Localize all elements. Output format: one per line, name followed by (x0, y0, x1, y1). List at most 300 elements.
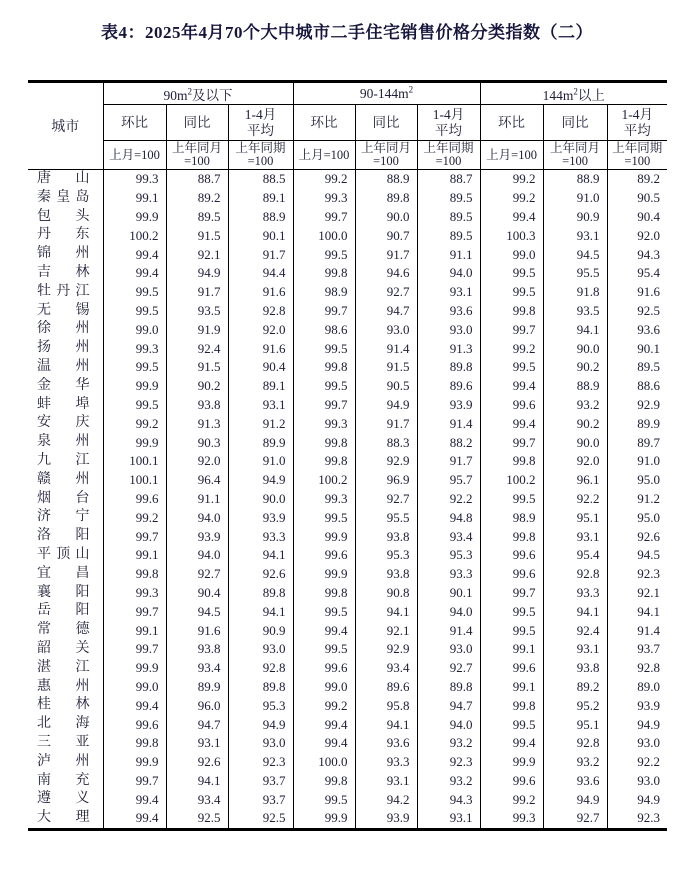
index-value-cell: 92.0 (166, 452, 228, 471)
index-value-cell: 94.3 (417, 790, 480, 809)
index-value-cell: 92.0 (228, 320, 293, 339)
index-value-cell: 93.0 (355, 320, 417, 339)
city-name-cell (28, 226, 103, 245)
city-name-cell (28, 659, 103, 678)
index-value-cell: 90.1 (417, 584, 480, 603)
metric-mom-g1: 环比 (103, 105, 166, 141)
table-row (28, 696, 667, 715)
table-row (28, 490, 667, 509)
city-name: 赣 州 (37, 471, 90, 487)
index-value-cell: 93.6 (543, 772, 607, 791)
index-value-cell: 99.4 (103, 245, 166, 264)
index-value-cell: 99.5 (480, 283, 543, 302)
index-value-cell: 92.7 (355, 283, 417, 302)
table-row (28, 584, 667, 603)
city-name-cell (28, 640, 103, 659)
index-value-cell: 95.1 (543, 715, 607, 734)
index-value-cell: 99.2 (480, 189, 543, 208)
city-name-cell (28, 621, 103, 640)
index-value-cell: 93.0 (607, 772, 667, 791)
index-value-cell: 95.8 (355, 696, 417, 715)
index-value-cell: 95.3 (355, 546, 417, 565)
index-value-cell: 89.1 (228, 377, 293, 396)
index-value-cell: 94.5 (543, 245, 607, 264)
index-value-cell: 99.3 (103, 170, 166, 189)
index-value-cell: 99.5 (293, 602, 355, 621)
index-value-cell: 93.8 (166, 396, 228, 415)
index-value-cell: 99.5 (480, 621, 543, 640)
index-value-cell: 90.9 (543, 208, 607, 227)
index-value-cell: 99.7 (293, 208, 355, 227)
city-name: 桂 林 (37, 697, 90, 713)
index-value-cell: 99.5 (293, 640, 355, 659)
city-name: 三 亚 (37, 734, 90, 750)
index-value-cell: 99.7 (103, 527, 166, 546)
index-value-cell: 98.9 (480, 508, 543, 527)
index-value-cell: 99.9 (293, 809, 355, 829)
index-value-cell: 93.7 (228, 790, 293, 809)
table-row (28, 245, 667, 264)
index-value-cell: 91.4 (355, 339, 417, 358)
index-value-cell: 99.5 (480, 715, 543, 734)
index-value-cell: 94.9 (607, 715, 667, 734)
index-value-cell: 89.1 (228, 189, 293, 208)
index-value-cell: 91.3 (417, 339, 480, 358)
city-name: 蚌 埠 (37, 396, 90, 412)
index-value-cell: 92.5 (228, 809, 293, 829)
index-value-cell: 99.1 (480, 640, 543, 659)
group-header-144-above: $144m^2$以上 (480, 82, 667, 105)
index-value-cell: 95.7 (417, 471, 480, 490)
index-value-cell: 99.7 (103, 640, 166, 659)
index-value-cell: 96.1 (543, 471, 607, 490)
index-value-cell: 89.9 (607, 414, 667, 433)
city-name-cell (28, 414, 103, 433)
index-value-cell: 92.7 (355, 490, 417, 509)
city-name-cell (28, 471, 103, 490)
index-value-cell: 99.6 (293, 659, 355, 678)
index-value-cell: 100.1 (103, 471, 166, 490)
index-value-cell: 95.3 (417, 546, 480, 565)
table-row (28, 302, 667, 321)
index-value-cell: 92.1 (166, 245, 228, 264)
city-name: 洛 阳 (37, 528, 90, 544)
index-value-cell: 93.9 (228, 508, 293, 527)
index-value-cell: 96.9 (355, 471, 417, 490)
index-value-cell: 93.9 (607, 696, 667, 715)
city-name: 锦 州 (37, 246, 90, 262)
index-value-cell: 93.2 (543, 753, 607, 772)
index-value-cell: 94.3 (607, 245, 667, 264)
index-value-cell: 92.8 (607, 659, 667, 678)
index-value-cell: 89.5 (417, 226, 480, 245)
index-value-cell: 90.5 (355, 377, 417, 396)
index-value-cell: 91.5 (166, 358, 228, 377)
index-value-cell: 92.8 (228, 659, 293, 678)
index-value-cell: 93.7 (607, 640, 667, 659)
city-name: 泸 州 (37, 753, 90, 769)
table-row (28, 734, 667, 753)
city-name-cell (28, 245, 103, 264)
index-value-cell: 100.0 (293, 226, 355, 245)
index-value-cell: 99.7 (480, 584, 543, 603)
index-value-cell: 90.8 (355, 584, 417, 603)
index-value-cell: 94.2 (355, 790, 417, 809)
index-value-cell: 94.4 (228, 264, 293, 283)
city-name: 安 庆 (37, 415, 90, 431)
index-value-cell: 99.7 (103, 772, 166, 791)
city-name: 温 州 (37, 358, 90, 374)
index-value-cell: 94.0 (166, 508, 228, 527)
index-value-cell: 90.2 (543, 414, 607, 433)
index-value-cell: 99.2 (293, 170, 355, 189)
index-value-cell: 99.8 (480, 527, 543, 546)
table-row (28, 471, 667, 490)
superscript-2: 2 (187, 86, 193, 96)
base-yoy-g3: 上年同月 =100 (543, 141, 607, 170)
index-value-cell: 93.9 (166, 527, 228, 546)
index-value-cell: 99.6 (103, 490, 166, 509)
index-value-cell: 100.2 (480, 471, 543, 490)
index-value-cell: 94.9 (607, 790, 667, 809)
index-value-cell: 99.7 (293, 396, 355, 415)
city-name: 常 德 (37, 622, 90, 638)
index-value-cell: 92.0 (543, 452, 607, 471)
index-value-cell: 94.1 (228, 546, 293, 565)
index-value-cell: 94.5 (607, 546, 667, 565)
index-value-cell: 93.2 (417, 734, 480, 753)
index-value-cell: 99.9 (293, 527, 355, 546)
index-value-cell: 93.1 (355, 772, 417, 791)
city-name-cell (28, 358, 103, 377)
index-value-cell: 95.4 (607, 264, 667, 283)
city-name: 无 锡 (37, 302, 90, 318)
index-value-cell: 89.8 (417, 358, 480, 377)
index-value-cell: 95.3 (228, 696, 293, 715)
city-name: 金 华 (37, 377, 90, 393)
index-value-cell: 99.5 (103, 302, 166, 321)
index-value-cell: 99.6 (103, 715, 166, 734)
index-value-cell: 99.8 (103, 565, 166, 584)
city-name: 扬 州 (37, 340, 90, 356)
index-value-cell: 91.2 (228, 414, 293, 433)
index-value-cell: 93.3 (417, 565, 480, 584)
index-value-cell: 91.5 (166, 226, 228, 245)
table-row (28, 772, 667, 791)
index-value-cell: 99.0 (103, 320, 166, 339)
city-name-cell (28, 696, 103, 715)
city-name-cell (28, 715, 103, 734)
city-name-cell (28, 377, 103, 396)
index-value-cell: 90.3 (166, 433, 228, 452)
index-value-cell: 94.7 (417, 696, 480, 715)
index-value-cell: 100.0 (293, 753, 355, 772)
index-value-cell: 92.5 (166, 809, 228, 829)
city-name-cell (28, 339, 103, 358)
city-name-cell (28, 508, 103, 527)
index-value-cell: 89.5 (417, 189, 480, 208)
index-value-cell: 89.2 (543, 678, 607, 697)
index-value-cell: 93.0 (228, 640, 293, 659)
city-name: 唐 山 (37, 171, 90, 186)
index-value-cell: 92.7 (417, 659, 480, 678)
city-name-cell (28, 302, 103, 321)
city-name: 遵 义 (37, 791, 90, 807)
index-value-cell: 99.3 (480, 809, 543, 829)
index-value-cell: 92.4 (543, 621, 607, 640)
city-name: 吉 林 (37, 264, 90, 280)
index-value-cell: 94.1 (607, 602, 667, 621)
metric-mom-g3: 环比 (480, 105, 543, 141)
index-value-cell: 99.8 (293, 452, 355, 471)
index-value-cell: 88.9 (228, 208, 293, 227)
index-value-cell: 99.5 (103, 358, 166, 377)
index-value-cell: 96.4 (166, 471, 228, 490)
index-value-cell: 99.9 (103, 753, 166, 772)
index-value-cell: 99.4 (293, 715, 355, 734)
index-value-cell: 99.6 (480, 396, 543, 415)
index-value-cell: 99.8 (293, 433, 355, 452)
index-value-cell: 91.4 (607, 621, 667, 640)
table-row (28, 208, 667, 227)
index-value-cell: 94.9 (228, 715, 293, 734)
index-value-cell: 91.7 (166, 283, 228, 302)
index-value-cell: 99.4 (103, 790, 166, 809)
index-value-cell: 99.7 (103, 602, 166, 621)
index-value-cell: 99.7 (480, 433, 543, 452)
index-value-cell: 93.6 (417, 302, 480, 321)
index-value-cell: 93.1 (543, 527, 607, 546)
city-name: 丹 东 (37, 227, 90, 243)
index-value-cell: 88.7 (417, 170, 480, 189)
table-body (28, 170, 667, 830)
table-row (28, 602, 667, 621)
metric-yoy-g1: 同比 (166, 105, 228, 141)
metric-yoy-g3: 同比 (543, 105, 607, 141)
index-value-cell: 91.7 (355, 245, 417, 264)
index-value-cell: 89.5 (417, 208, 480, 227)
index-value-cell: 91.6 (607, 283, 667, 302)
header-group-row (28, 82, 667, 105)
table-row (28, 508, 667, 527)
index-value-cell: 88.9 (355, 170, 417, 189)
city-name-cell (28, 772, 103, 791)
index-value-cell: 91.6 (228, 339, 293, 358)
city-name: 泉 州 (37, 434, 90, 450)
page-title: 表4：2025年4月70个大中城市二手住宅销售价格分类指数（二） (101, 23, 593, 42)
index-value-cell: 99.5 (293, 339, 355, 358)
header-base-row (28, 141, 667, 170)
index-value-cell: 94.9 (543, 790, 607, 809)
city-name-cell (28, 208, 103, 227)
index-value-cell: 94.8 (417, 508, 480, 527)
index-value-cell: 92.9 (607, 396, 667, 415)
index-value-cell: 99.5 (293, 790, 355, 809)
table-row (28, 226, 667, 245)
index-value-cell: 90.4 (228, 358, 293, 377)
index-value-cell: 93.7 (228, 772, 293, 791)
city-name: 徐 州 (37, 321, 90, 337)
index-value-cell: 93.0 (417, 320, 480, 339)
index-value-cell: 93.2 (543, 396, 607, 415)
index-value-cell: 94.5 (166, 602, 228, 621)
index-value-cell: 98.9 (293, 283, 355, 302)
index-value-cell: 89.9 (228, 433, 293, 452)
index-value-cell: 91.6 (166, 621, 228, 640)
index-value-cell: 99.5 (480, 264, 543, 283)
index-value-cell: 99.4 (293, 621, 355, 640)
table-row (28, 659, 667, 678)
index-value-cell: 92.9 (355, 452, 417, 471)
index-value-cell: 89.0 (607, 678, 667, 697)
city-name: 南 充 (37, 772, 90, 788)
index-value-cell: 99.8 (293, 772, 355, 791)
index-value-cell: 91.4 (417, 621, 480, 640)
index-value-cell: 93.0 (417, 640, 480, 659)
index-value-cell: 93.3 (228, 527, 293, 546)
index-value-cell: 89.8 (417, 678, 480, 697)
index-value-cell: 99.3 (293, 414, 355, 433)
city-name-cell (28, 753, 103, 772)
base-yoy-g2: 上年同月 =100 (355, 141, 417, 170)
index-value-cell: 89.2 (607, 170, 667, 189)
index-value-cell: 99.9 (103, 377, 166, 396)
city-name-cell (28, 790, 103, 809)
city-name: 襄 阳 (37, 584, 90, 600)
index-value-cell: 93.8 (355, 527, 417, 546)
city-name-cell (28, 809, 103, 829)
index-value-cell: 99.5 (293, 377, 355, 396)
index-value-cell: 99.6 (480, 659, 543, 678)
index-value-cell: 92.3 (607, 565, 667, 584)
index-value-cell: 93.1 (543, 640, 607, 659)
index-value-cell: 93.3 (543, 584, 607, 603)
superscript-2: 2 (408, 84, 414, 94)
index-value-cell: 88.6 (607, 377, 667, 396)
index-value-cell: 92.3 (417, 753, 480, 772)
index-value-cell: 99.1 (480, 678, 543, 697)
index-value-cell: 93.2 (417, 772, 480, 791)
housing-price-index-table (28, 80, 667, 831)
index-value-cell: 95.5 (355, 508, 417, 527)
header-metric-row (28, 105, 667, 141)
index-value-cell: 90.2 (166, 377, 228, 396)
metric-avg-g3: 1-4月 平均 (607, 105, 667, 141)
city-name: 秦 皇 岛 (37, 189, 90, 205)
index-value-cell: 99.8 (480, 452, 543, 471)
index-value-cell: 93.1 (166, 734, 228, 753)
index-value-cell: 91.1 (166, 490, 228, 509)
city-name: 牡 丹 江 (37, 283, 90, 299)
index-value-cell: 91.6 (228, 283, 293, 302)
index-value-cell: 90.0 (355, 208, 417, 227)
table-row (28, 170, 667, 189)
index-value-cell: 100.1 (103, 452, 166, 471)
index-value-cell: 91.9 (166, 320, 228, 339)
table-row (28, 283, 667, 302)
index-value-cell: 95.1 (543, 508, 607, 527)
index-value-cell: 92.6 (607, 527, 667, 546)
index-value-cell: 92.8 (228, 302, 293, 321)
index-value-cell: 99.5 (293, 508, 355, 527)
table-row (28, 433, 667, 452)
base-mom-g3: 上月=100 (480, 141, 543, 170)
base-yoy-g1: 上年同月 =100 (166, 141, 228, 170)
metric-yoy-g2: 同比 (355, 105, 417, 141)
index-value-cell: 92.7 (543, 809, 607, 829)
table-row (28, 753, 667, 772)
group-header-90-144: $90-144m^2$ (293, 82, 480, 105)
index-value-cell: 99.6 (293, 546, 355, 565)
city-name-cell (28, 433, 103, 452)
index-value-cell: 92.3 (607, 809, 667, 829)
index-value-cell: 94.1 (355, 602, 417, 621)
index-value-cell: 99.2 (103, 508, 166, 527)
table-row (28, 527, 667, 546)
index-value-cell: 100.2 (293, 471, 355, 490)
index-value-cell: 93.4 (166, 659, 228, 678)
index-value-cell: 99.0 (293, 678, 355, 697)
index-value-cell: 92.6 (166, 753, 228, 772)
index-value-cell: 90.5 (607, 189, 667, 208)
index-value-cell: 92.9 (355, 640, 417, 659)
city-name-cell (28, 734, 103, 753)
index-value-cell: 99.1 (103, 189, 166, 208)
index-value-cell: 90.9 (228, 621, 293, 640)
city-name-cell (28, 490, 103, 509)
index-value-cell: 95.0 (607, 508, 667, 527)
index-value-cell: 89.6 (417, 377, 480, 396)
index-value-cell: 99.8 (480, 302, 543, 321)
index-value-cell: 94.0 (417, 602, 480, 621)
index-value-cell: 90.4 (166, 584, 228, 603)
index-value-cell: 99.2 (480, 339, 543, 358)
index-value-cell: 99.6 (480, 546, 543, 565)
city-name: 大 理 (37, 810, 90, 826)
index-value-cell: 93.9 (417, 396, 480, 415)
index-value-cell: 94.9 (355, 396, 417, 415)
index-value-cell: 90.1 (607, 339, 667, 358)
index-value-cell: 99.8 (103, 734, 166, 753)
table-row (28, 546, 667, 565)
table-row (28, 189, 667, 208)
index-value-cell: 99.2 (480, 170, 543, 189)
index-value-cell: 90.7 (355, 226, 417, 245)
table-row (28, 640, 667, 659)
index-value-cell: 91.0 (228, 452, 293, 471)
index-value-cell: 99.4 (480, 734, 543, 753)
index-value-cell: 100.3 (480, 226, 543, 245)
index-value-cell: 93.1 (543, 226, 607, 245)
index-value-cell: 93.5 (543, 302, 607, 321)
index-value-cell: 91.4 (417, 414, 480, 433)
city-name: 包 头 (37, 208, 90, 224)
index-value-cell: 98.6 (293, 320, 355, 339)
index-value-cell: 88.9 (543, 377, 607, 396)
base-mom-g1: 上月=100 (103, 141, 166, 170)
index-value-cell: 99.7 (480, 320, 543, 339)
index-value-cell: 88.7 (166, 170, 228, 189)
index-value-cell: 99.3 (293, 189, 355, 208)
index-value-cell: 94.9 (228, 471, 293, 490)
index-value-cell: 91.5 (355, 358, 417, 377)
index-value-cell: 88.9 (543, 170, 607, 189)
index-value-cell: 99.7 (293, 302, 355, 321)
index-value-cell: 94.0 (166, 546, 228, 565)
index-value-cell: 99.5 (480, 490, 543, 509)
index-value-cell: 93.8 (166, 640, 228, 659)
index-value-cell: 90.0 (543, 433, 607, 452)
